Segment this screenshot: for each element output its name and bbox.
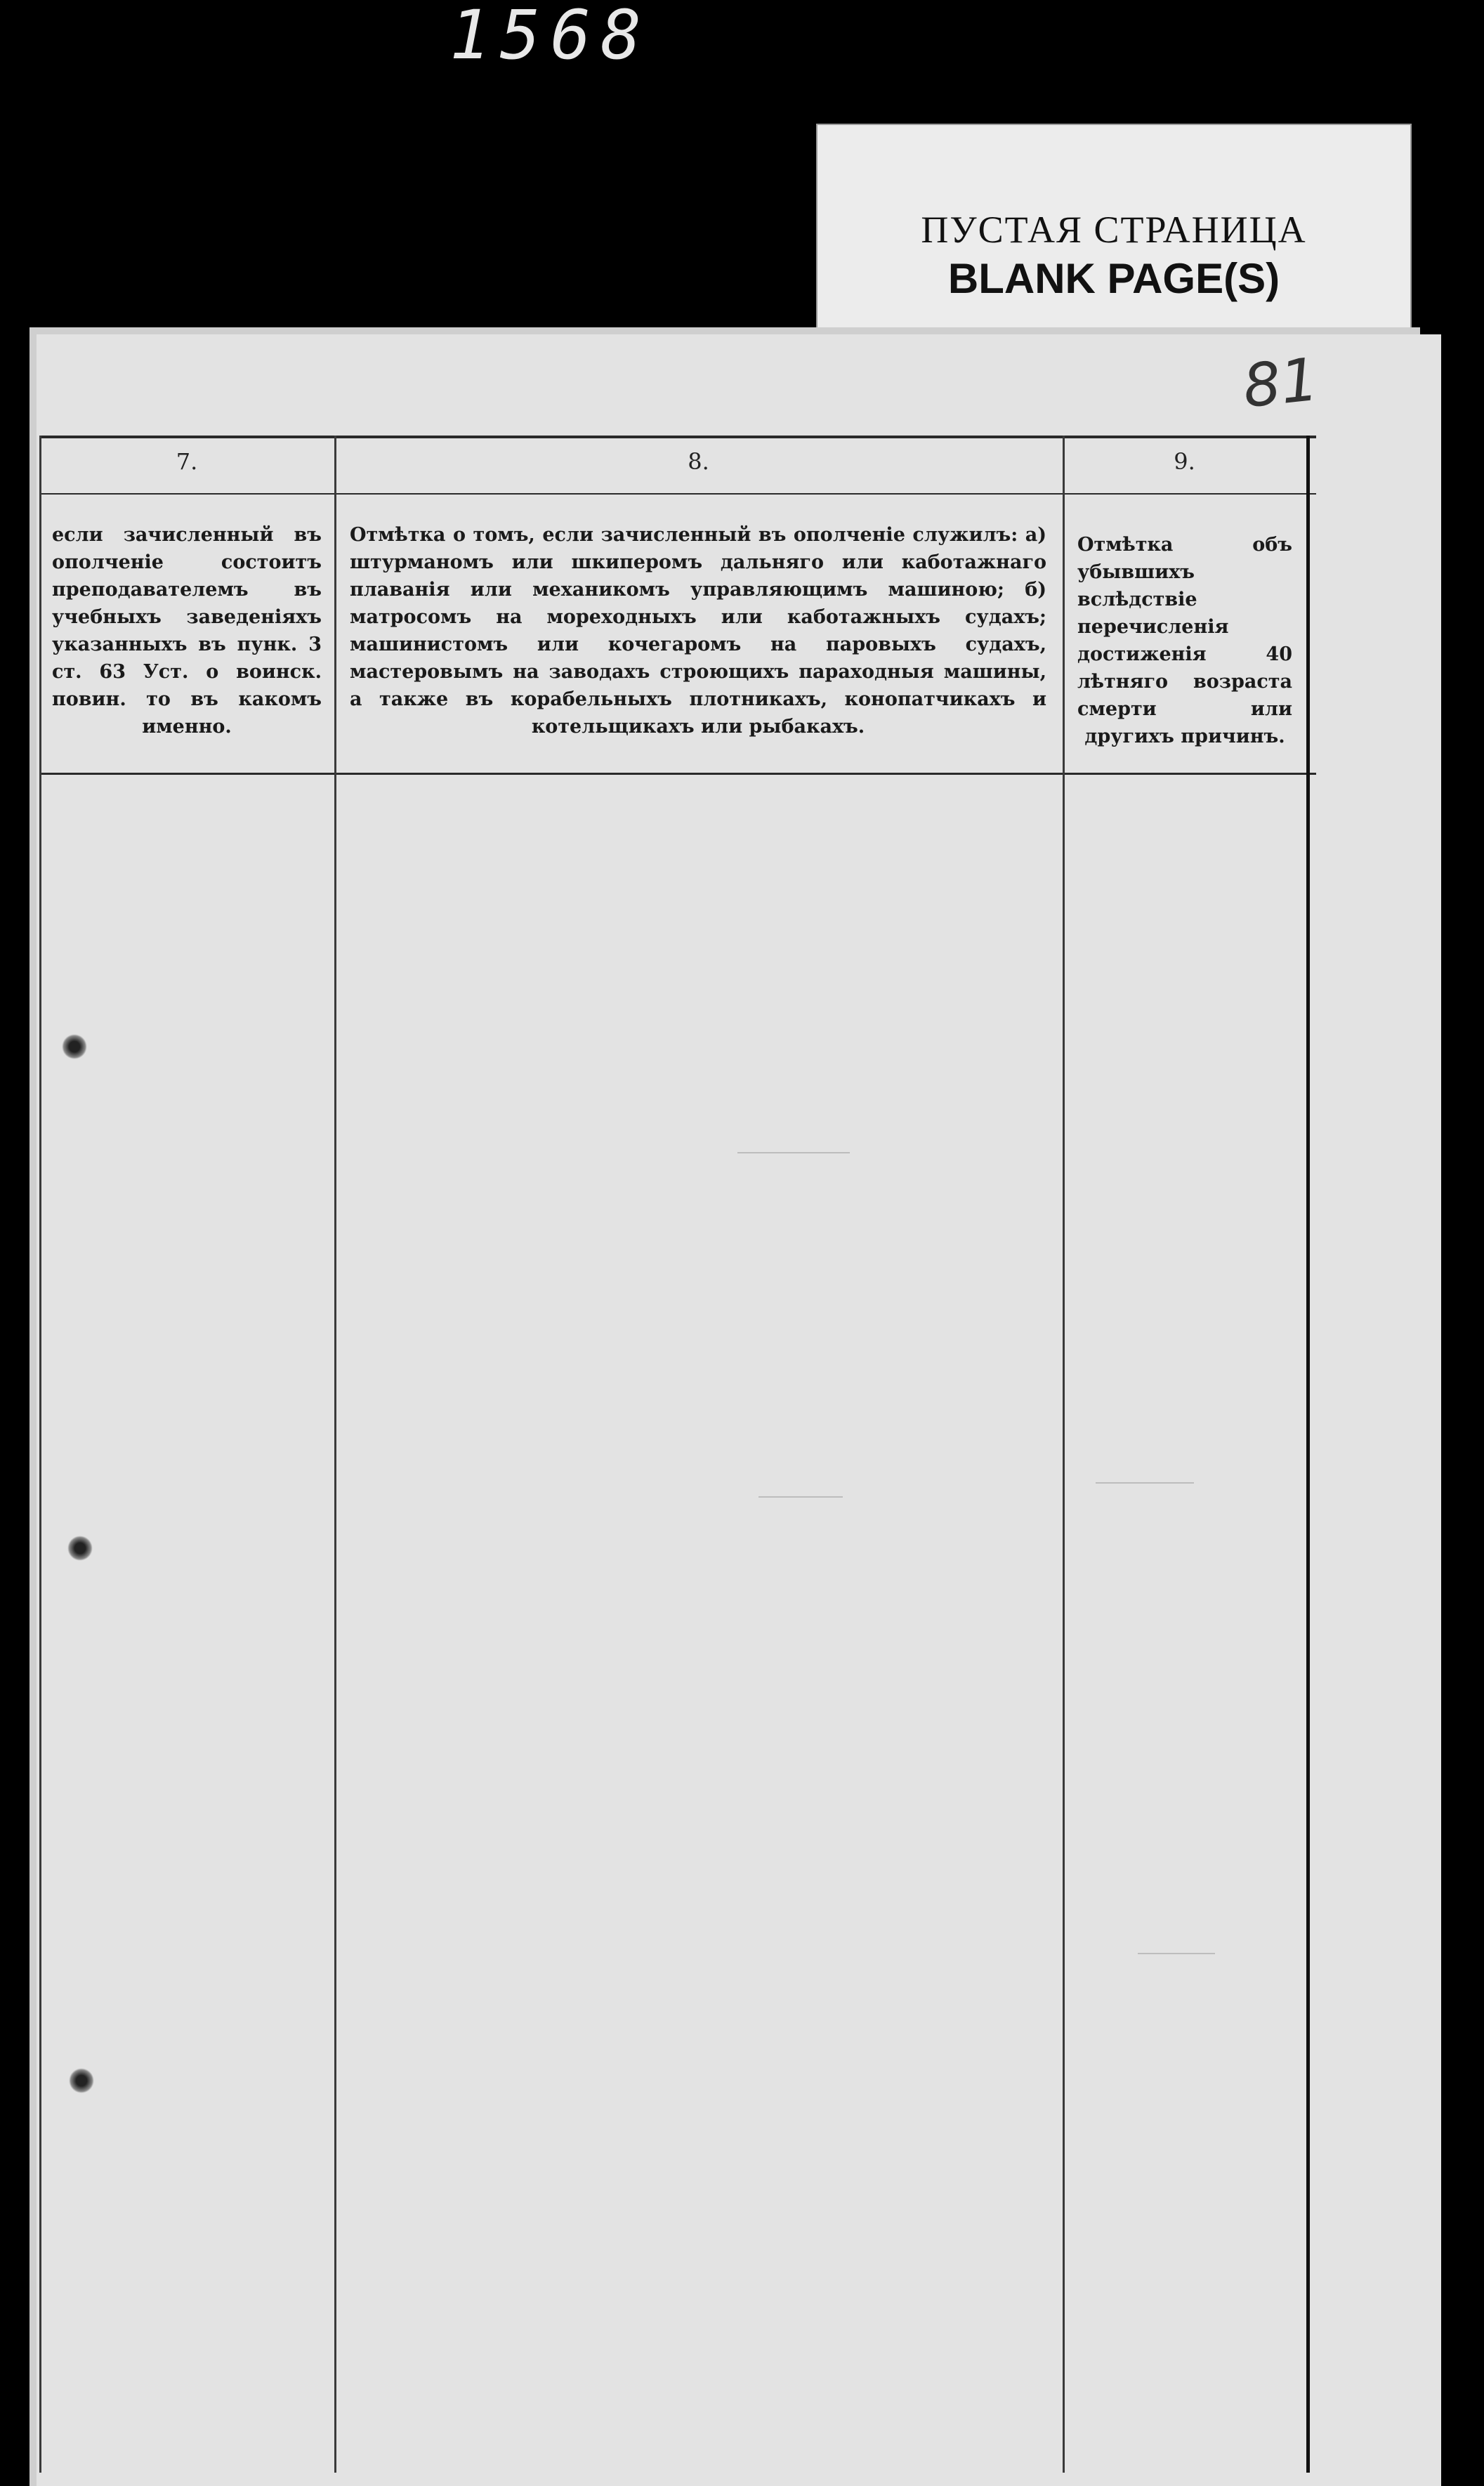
column-7-heading: если зачисленный въ ополченіе состоитъ преподавателемъ въ учебныхъ заведеніяхъ указанныхъ въ пунк. 3 ст. 63 Уст. о воинск. повин. то въ какомъ именно. bbox=[52, 524, 322, 738]
column-9-number: 9. bbox=[1174, 448, 1195, 475]
header-bottom-rule bbox=[39, 773, 1316, 775]
faint-bleedthrough-mark bbox=[759, 1496, 843, 1498]
column-7-number: 7. bbox=[176, 448, 198, 475]
faint-bleedthrough-mark bbox=[1096, 1482, 1194, 1484]
column-divider-7-8 bbox=[334, 436, 336, 2473]
reel-number: 1568 bbox=[449, 0, 652, 74]
column-9-heading: Отмѣтка объ убывшихъ вслѣдствіе перечисленія достиженія 40 лѣтняго возраста смерти или другихъ причинъ. bbox=[1077, 534, 1292, 747]
folio-number: 81 bbox=[1240, 344, 1322, 421]
binding-hole bbox=[62, 1034, 87, 1059]
column-8-number: 8. bbox=[688, 448, 709, 475]
faint-bleedthrough-mark bbox=[737, 1152, 850, 1153]
header-number-rule bbox=[39, 493, 1316, 495]
blank-page-card bbox=[816, 124, 1412, 334]
table-right-rule bbox=[1306, 436, 1310, 2473]
column-8-heading: Отмѣтка о томъ, если зачисленный въ ополченіе служилъ: а) штурманомъ или шкиперомъ дальняго или каботажнаго плаванія или механикомъ управляющимъ машиною; б) матросомъ на мореходныхъ или каботажныхъ судахъ; машинистомъ или кочегаромъ на паровыхъ судахъ, мастеровымъ на заводахъ строющихъ параходныя машины, а также въ корабельныхъ плотникахъ, конопатчикахъ и котельщикахъ или рыбакахъ. bbox=[350, 524, 1046, 738]
binding-hole bbox=[67, 1536, 93, 1561]
table-top-rule bbox=[39, 436, 1316, 438]
ledger-table bbox=[39, 436, 1316, 2473]
blank-page-label-english: BLANK PAGE(S) bbox=[947, 255, 1280, 302]
table-left-rule bbox=[39, 436, 41, 2473]
binding-hole bbox=[69, 2068, 94, 2093]
column-divider-8-9 bbox=[1063, 436, 1065, 2473]
blank-page-label-russian: ПУСТАЯ СТРАНИЦА bbox=[921, 209, 1307, 251]
faint-bleedthrough-mark bbox=[1138, 1953, 1215, 1954]
